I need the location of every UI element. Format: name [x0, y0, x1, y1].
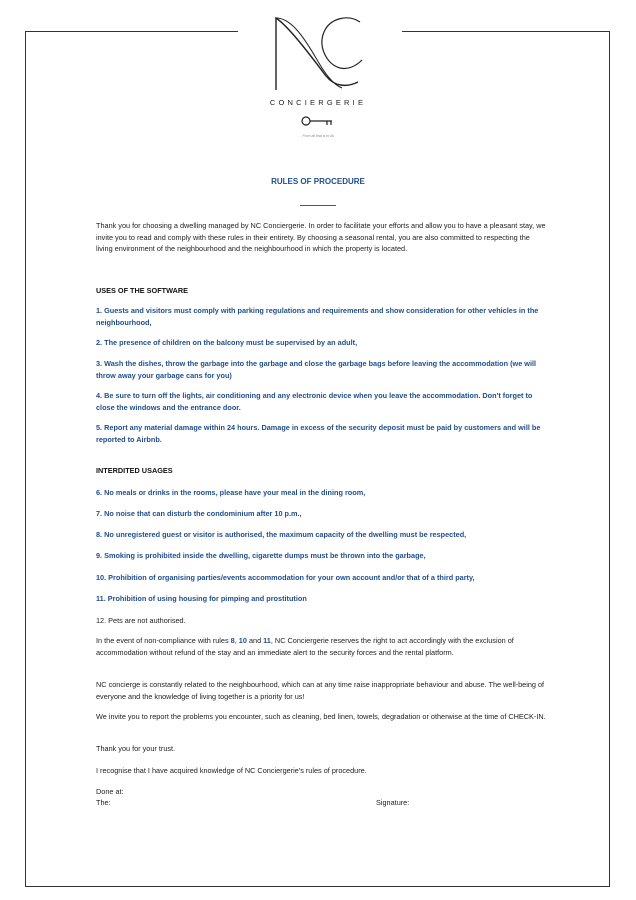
thanks-line: Thank you for your trust.: [96, 744, 176, 753]
date-label: The:: [96, 798, 111, 807]
signature-label: Signature:: [376, 798, 410, 807]
intro-paragraph: Thank you for choosing a dwelling managed by NC Conciergerie. In order to facilitate your efforts and allow you to have a pleasant stay, we invite you to read and comply with these rules in their entirety. By choosing a seasonal rental, you are also committed to respecting the living environment of the neighbourhood and the neighbourhood in which the property is located.: [96, 221, 546, 254]
rule-ref-11: 11: [263, 636, 271, 645]
rule-2: 2. The presence of children on the balcony must be supervised by an adult,: [96, 338, 358, 347]
frame-bottom: [25, 886, 610, 887]
rule-4: 4. Be sure to turn off the lights, air conditioning and any electronic device when you leave the accommodation. Don't forget to close the windows and the entrance door.: [96, 391, 533, 412]
section2-heading: INTERDITED USAGES: [96, 466, 173, 475]
frame-right: [609, 31, 610, 887]
frame-left: [25, 31, 26, 887]
rule-9: 9. Smoking is prohibited inside the dwelling, cigarette dumps must be thrown into the garbage,: [96, 551, 426, 560]
noncompliance-sep2: and: [246, 636, 264, 645]
rule-1: 1. Guests and visitors must comply with parking regulations and requirements and show consideration for other vehicles in the neighbourhood,: [96, 306, 539, 327]
rule-10: 10. Prohibition of organising parties/events accommodation for your own account and/or that of a third party,: [96, 573, 475, 582]
title-divider: [300, 205, 336, 206]
rule-5: 5. Report any material damage within 24 hours. Damage in excess of the security deposit must be paid by customers and will be reported to Airbnb.: [96, 423, 541, 444]
noncompliance-sep1: ,: [234, 636, 239, 645]
section1-heading: USES OF THE SOFTWARE: [96, 286, 189, 295]
page-title: RULES OF PROCEDURE: [271, 177, 365, 186]
noncompliance-text-end: , NC Conciergerie reserves the right to act accordingly with the exclusion of accommodation without refund of the stay and an immediate alert to the security forces and the rental platform.: [96, 636, 514, 657]
done-at-label: Done at:: [96, 787, 124, 796]
rule-ref-10: 10: [238, 636, 247, 645]
nc-logo: [268, 12, 368, 92]
frame-top-left: [25, 31, 238, 32]
rule-11: 11. Prohibition of using housing for pimping and prostitution: [96, 594, 307, 603]
noncompliance-text-start: In the event of non-compliance with rules: [96, 636, 231, 645]
rule-7: 7. No noise that can disturb the condominium after 10 p.m.,: [96, 509, 302, 518]
rule-6: 6. No meals or drinks in the rooms, please have your meal in the dining room,: [96, 488, 366, 497]
brand-name: CONCIERGERIE: [269, 98, 367, 107]
frame-top-right: [402, 31, 610, 32]
neighbourhood-paragraph: NC concierge is constantly related to the neighbourhood, which can at any time raise inappropriate behaviour and abuse. The well-being of everyone and the knowledge of living together is a priority for us!: [96, 680, 545, 701]
key-icon: [300, 114, 336, 128]
noncompliance-paragraph: [96, 635, 546, 658]
report-paragraph: We invite you to report the problems you encounter, such as cleaning, bed linen, towels, degradation or otherwise at the time of CHECK-IN.: [96, 712, 546, 721]
rule-8: 8. No unregistered guest or visitor is authorised, the maximum capacity of the dwelling must be respected,: [96, 530, 467, 539]
motto: From all that is to all: [302, 134, 334, 138]
rule-3: 3. Wash the dishes, throw the garbage into the garbage and close the garbage bags before leaving the accommodation (we will throw away your garbage cans for you): [96, 359, 537, 380]
rule-12: 12. Pets are not authorised.: [96, 616, 186, 625]
acknowledge-line: I recognise that I have acquired knowledge of NC Conciergerie's rules of procedure.: [96, 766, 367, 775]
rule-ref-8: 8: [230, 636, 235, 645]
